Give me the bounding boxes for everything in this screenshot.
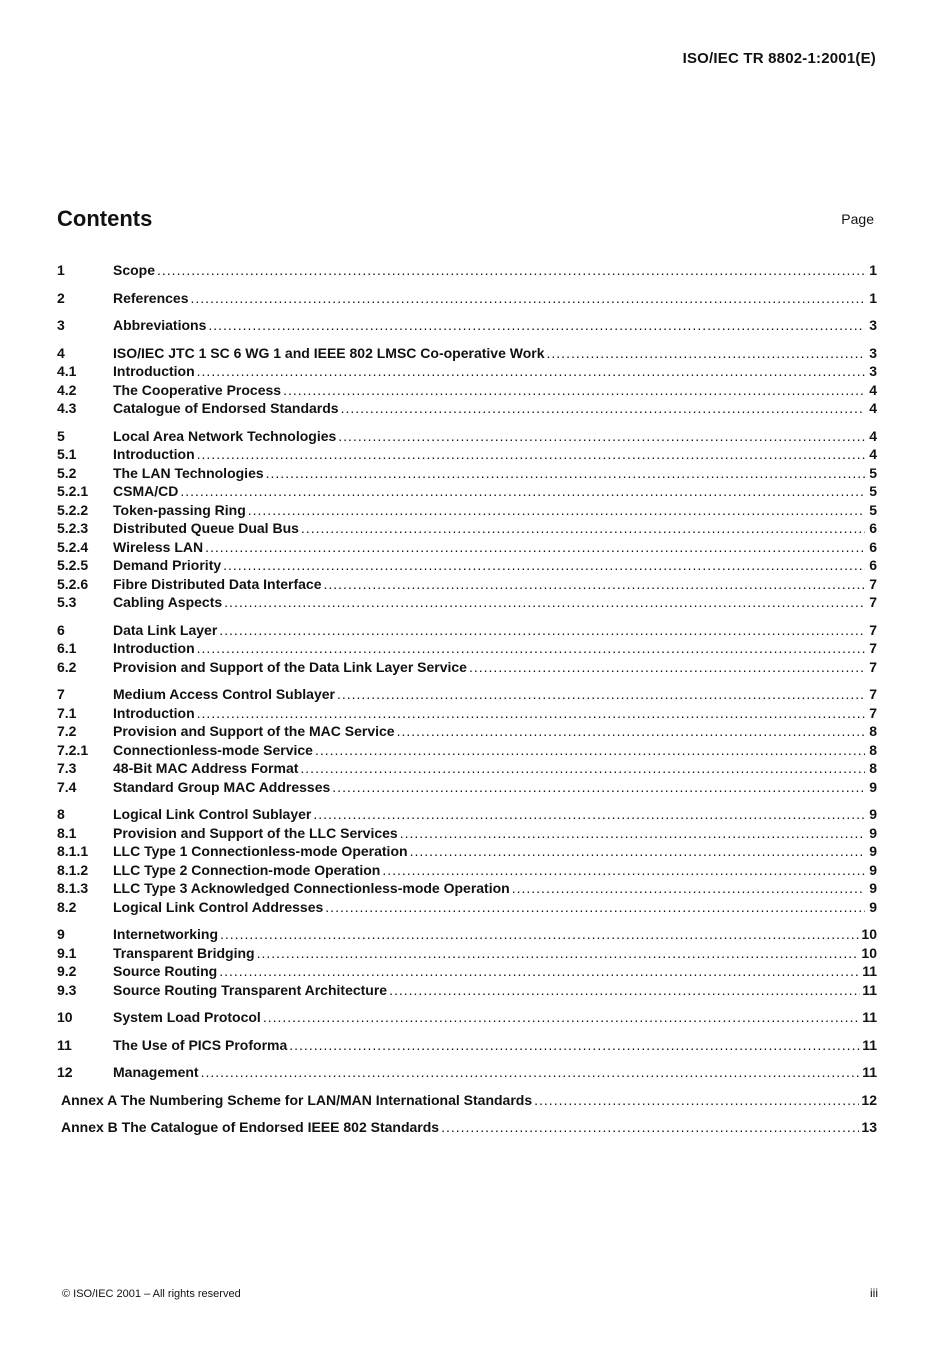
dot-leader [266,465,865,481]
toc-entry-page: 9 [869,843,877,859]
toc-entry[interactable] [57,465,877,484]
toc-entry-number: 5.2.3 [57,520,89,536]
toc-entry-number: 4 [57,344,65,361]
toc-entry-page: 6 [869,520,877,536]
toc-entry[interactable] [57,428,877,447]
toc-group [57,1009,877,1028]
toc-entry[interactable] [57,963,877,982]
toc-entry[interactable] [57,686,877,705]
toc-group [57,926,877,1000]
dot-leader [337,686,865,702]
toc-entry-page: 4 [869,427,877,444]
toc-entry[interactable] [57,400,877,419]
toc-entry-number: 7.2 [57,723,77,739]
toc-entry-page: 9 [869,861,877,878]
toc-entry-page: 11 [862,963,877,979]
toc-annex-entry[interactable] [57,1092,877,1111]
toc-entry-number: 8.2 [57,898,77,915]
dot-leader [208,317,865,333]
dot-leader [324,576,866,592]
toc-entry-number: 8.1 [57,824,77,841]
toc-entry[interactable] [57,363,877,382]
toc-entry-page: 7 [869,621,877,638]
dot-leader [257,945,860,961]
toc-entry-title: Provision and Support of the MAC Service [113,723,395,739]
toc-entry-title: Connectionless-mode Service [113,741,313,758]
toc-entry-number: 5.2 [57,464,77,481]
dot-leader [410,843,865,859]
toc-entry-page: 11 [862,1036,877,1053]
toc-entry-title: References [113,289,189,306]
toc-annex-group [57,1119,877,1138]
toc-entry-number: 8 [57,806,65,822]
toc-entry[interactable] [57,880,877,899]
toc-entry[interactable] [57,982,877,1001]
toc-entry[interactable] [57,622,877,641]
dot-leader [469,659,865,675]
toc-entry-page: 5 [869,464,877,481]
toc-entry-number: 4.3 [57,400,77,416]
toc-entry-page: 11 [862,1064,877,1080]
toc-entry-title: Cabling Aspects [113,594,223,610]
toc-entry[interactable] [57,862,877,881]
toc-entry-title: Fibre Distributed Data Interface [113,575,322,592]
dot-leader [315,742,865,758]
dot-leader [219,622,865,638]
toc-entry[interactable] [57,290,877,309]
toc-annex-title: Annex B The Catalogue of Endorsed IEEE 802 Standards [61,1119,440,1135]
toc-entry-number: 5.2.1 [57,483,89,499]
dot-leader [341,400,865,416]
dot-leader [289,1037,860,1053]
dot-leader [300,760,865,776]
dot-leader [220,926,859,942]
toc-entry-number: 5.1 [57,446,77,462]
toc-entry-page: 5 [869,501,877,518]
dot-leader [382,862,865,878]
toc-entry-page: 7 [869,594,877,610]
toc-entry-page: 6 [869,557,877,573]
toc-entry[interactable] [57,723,877,742]
toc-entry-title: Catalogue of Endorsed Standards [113,400,339,416]
toc-entry-title: Wireless LAN [113,538,204,555]
toc-entry[interactable] [57,317,877,336]
toc-entry-page: 1 [869,289,877,306]
toc-entry-title: Introduction [113,704,195,721]
toc-entry-number: 6.1 [57,640,77,656]
toc-entry-number: 2 [57,289,65,306]
toc-entry[interactable] [57,594,877,613]
toc-entry-number: 7.3 [57,760,77,776]
toc-entry-page: 10 [861,926,877,942]
toc-entry-title: Logical Link Control Sublayer [113,806,312,822]
toc-group [57,686,877,797]
toc-entry-page: 9 [869,778,877,795]
toc-group [57,428,877,613]
toc-entry-page: 6 [869,538,877,555]
toc-entry-number: 8.1.2 [57,861,89,878]
toc-entry-page: 3 [869,317,877,333]
toc-entry[interactable] [57,806,877,825]
toc-entry-number: 10 [57,1009,73,1025]
toc-entry-page: 4 [869,381,877,398]
toc-entry-number: 3 [57,317,65,333]
toc-entry-page: 8 [869,760,877,776]
toc-entry-number: 5.2.5 [57,557,89,573]
toc-entry-number: 4.2 [57,381,77,398]
toc-entry-title: ISO/IEC JTC 1 SC 6 WG 1 and IEEE 802 LMSC Co-operative Work [113,344,545,361]
toc-entry[interactable] [57,502,877,521]
toc-group [57,317,877,336]
toc-entry[interactable] [57,640,877,659]
toc-entry-number: 7.1 [57,704,77,721]
toc-entry[interactable] [57,345,877,364]
toc-entry-title: LLC Type 2 Connection-mode Operation [113,861,381,878]
toc-entry-title: Introduction [113,640,195,656]
toc-entry[interactable] [57,742,877,761]
toc-entry[interactable] [57,576,877,595]
toc-entry-number: 9.3 [57,981,77,998]
toc-entry-number: 5.2.4 [57,538,89,555]
dot-leader [332,779,865,795]
toc-entry[interactable] [57,446,877,465]
toc-entry-title: Provision and Support of the LLC Services [113,824,398,841]
toc-entry-number: 8.1.3 [57,880,89,896]
dot-leader [197,640,865,656]
toc-entry-number: 12 [57,1064,73,1080]
toc-entry-title: Transparent Bridging [113,944,255,961]
toc-annex-page: 12 [861,1091,877,1108]
toc-entry-title: Internetworking [113,926,219,942]
toc-entry[interactable] [57,825,877,844]
toc-entry[interactable] [57,382,877,401]
toc-entry-page: 8 [869,723,877,739]
dot-leader [400,825,865,841]
toc-entry-title: Medium Access Control Sublayer [113,686,335,702]
dot-leader [512,880,865,896]
toc-entry-title: Abbreviations [113,317,207,333]
toc-entry-title: Management [113,1064,199,1080]
toc-entry-title: Scope [113,262,156,278]
toc-entry[interactable] [57,779,877,798]
toc-entry-page: 3 [869,363,877,379]
toc-entry-page: 4 [869,446,877,462]
toc-entry-title: Demand Priority [113,557,222,573]
toc-entry[interactable] [57,705,877,724]
toc-group [57,622,877,678]
toc-entry-number: 9 [57,926,65,942]
toc-entry[interactable] [57,945,877,964]
toc-entry[interactable] [57,926,877,945]
toc-entry-page: 7 [869,640,877,656]
toc-entry-page: 8 [869,741,877,758]
toc-group [57,262,877,281]
toc-entry[interactable] [57,483,877,502]
toc-entry-number: 5 [57,427,65,444]
toc-entry-page: 7 [869,704,877,721]
toc-entry-number: 9.2 [57,963,77,979]
dot-leader [389,982,860,998]
toc-group [57,345,877,419]
toc-entry[interactable] [57,760,877,779]
toc-entry-number: 7.4 [57,778,77,795]
toc-entry[interactable] [57,899,877,918]
toc-entry[interactable] [57,659,877,678]
dot-leader [205,539,865,555]
toc-group [57,1064,877,1083]
toc-entry-number: 6.2 [57,658,77,675]
page-number: iii [870,1286,878,1300]
page-column-label: Page [841,211,874,227]
toc-entry-title: The Cooperative Process [113,381,282,398]
toc-entry-title: LLC Type 3 Acknowledged Connectionless-mode Operation [113,880,510,896]
toc-entry-title: CSMA/CD [113,483,179,499]
toc-entry-page: 11 [862,981,877,998]
dot-leader [325,899,865,915]
toc-entry-number: 5.3 [57,594,77,610]
dot-leader [219,963,860,979]
dot-leader [248,502,865,518]
toc-entry[interactable] [57,1009,877,1028]
dot-leader [397,723,865,739]
toc-entry-title: Data Link Layer [113,621,218,638]
dot-leader [547,345,865,361]
toc-entry[interactable] [57,262,877,281]
toc-entry-page: 7 [869,686,877,702]
toc-entry-number: 6 [57,621,65,638]
dot-leader [313,806,865,822]
dot-leader [534,1092,859,1108]
dot-leader [283,382,865,398]
toc-entry-title: Introduction [113,363,195,379]
toc-entry-title: Introduction [113,446,195,462]
toc-annex-entry[interactable] [57,1119,877,1138]
toc-entry-page: 1 [869,262,877,278]
toc-entry[interactable] [57,1037,877,1056]
dot-leader [197,363,865,379]
toc-group [57,806,877,917]
toc-entry-number: 5.2.2 [57,501,89,518]
toc-entry[interactable] [57,1064,877,1083]
toc-entry-page: 9 [869,880,877,896]
toc-entry-page: 11 [862,1009,877,1025]
toc-annex-page: 13 [861,1119,877,1135]
toc-entry-number: 1 [57,262,65,278]
toc-entry-title: Standard Group MAC Addresses [113,778,331,795]
copyright-notice: © ISO/IEC 2001 – All rights reserved [62,1288,241,1300]
dot-leader [224,594,865,610]
toc-entry-title: Source Routing [113,963,218,979]
toc-entry-title: Provision and Support of the Data Link Layer Service [113,658,467,675]
dot-leader [157,262,865,278]
toc-entry-page: 7 [869,658,877,675]
toc-entry-title: Logical Link Control Addresses [113,898,324,915]
toc-entry[interactable] [57,557,877,576]
toc-entry-title: 48-Bit MAC Address Format [113,760,299,776]
toc-entry-number: 5.2.6 [57,575,89,592]
toc-entry-title: Token-passing Ring [113,501,246,518]
toc-entry-title: LLC Type 1 Connectionless-mode Operation [113,843,408,859]
dot-leader [197,705,865,721]
dot-leader [223,557,865,573]
dot-leader [180,483,865,499]
toc-entry-number: 11 [57,1036,72,1053]
toc-entry-page: 5 [869,483,877,499]
toc-entry[interactable] [57,843,877,862]
toc-entry-number: 9.1 [57,944,77,961]
toc-entry-page: 9 [869,806,877,822]
toc-annex-title: Annex A The Numbering Scheme for LAN/MAN International Standards [61,1091,533,1108]
toc-entry-number: 7.2.1 [57,741,89,758]
toc-entry-page: 4 [869,400,877,416]
toc-entry-number: 7 [57,686,65,702]
dot-leader [263,1009,860,1025]
page-title: Contents [57,206,153,231]
toc-entry-title: The LAN Technologies [113,464,264,481]
toc-entry-page: 9 [869,824,877,841]
toc-group [57,290,877,309]
dot-leader [201,1064,861,1080]
table-of-contents [57,262,877,1147]
toc-entry-title: Local Area Network Technologies [113,427,337,444]
toc-entry-title: The Use of PICS Proforma [113,1036,288,1053]
dot-leader [191,290,866,306]
document-code: ISO/IEC TR 8802-1:2001(E) [682,50,876,67]
toc-entry-title: Distributed Queue Dual Bus [113,520,299,536]
toc-entry-title: Source Routing Transparent Architecture [113,981,388,998]
toc-group [57,1037,877,1056]
dot-leader [301,520,865,536]
toc-entry-number: 8.1.1 [57,843,89,859]
dot-leader [197,446,865,462]
dot-leader [441,1119,859,1135]
toc-entry[interactable] [57,539,877,558]
toc-annex-group [57,1092,877,1111]
toc-entry-page: 7 [869,575,877,592]
toc-entry-title: System Load Protocol [113,1009,261,1025]
toc-entry-page: 3 [869,344,877,361]
dot-leader [338,428,865,444]
toc-entry[interactable] [57,520,877,539]
toc-entry-number: 4.1 [57,363,77,379]
toc-entry-page: 9 [869,898,877,915]
toc-entry-page: 10 [861,944,877,961]
